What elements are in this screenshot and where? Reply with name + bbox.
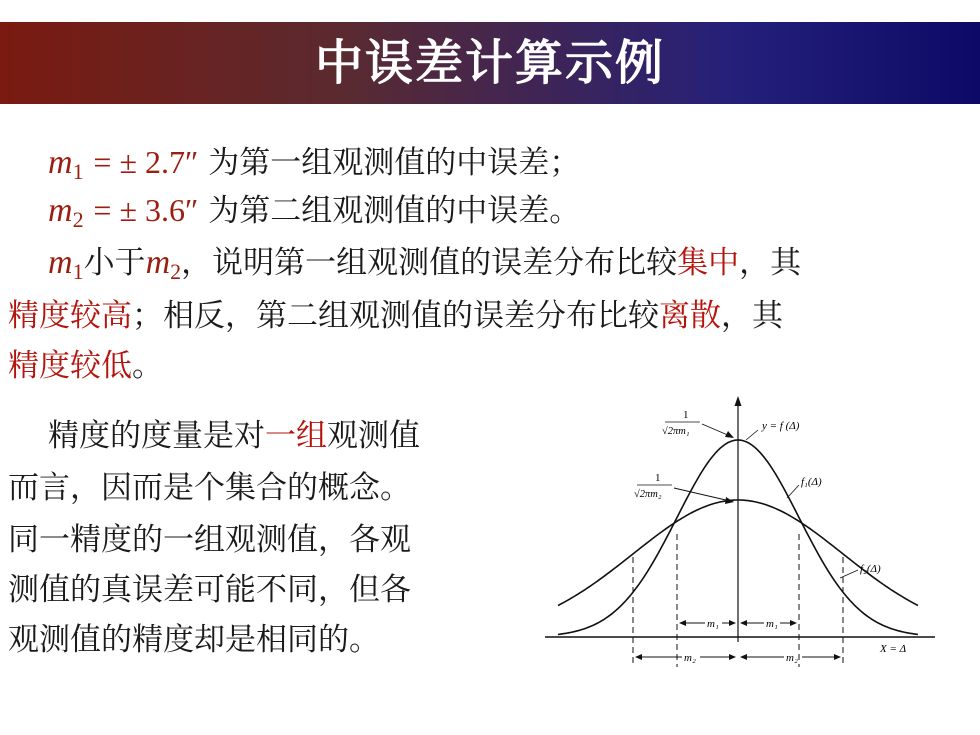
peak1-pointer xyxy=(702,424,730,436)
label-m2-left: m₂ xyxy=(684,652,696,664)
para2-line-2: 而言，因而是个集合的概念。 xyxy=(8,470,411,506)
label-m1-left: m₁ xyxy=(707,618,719,630)
desc-m2: 为第二组观测值的中误差。 xyxy=(208,193,581,229)
compare-line-2: 精度较高；相反，第二组观测值的误差分布比较离散，其 xyxy=(8,298,783,334)
value-m1: = ± 2.7″ xyxy=(93,144,199,180)
var-m: $m_1$ xyxy=(48,144,84,184)
para2-line-4: 测值的真误差可能不同，但各 xyxy=(8,572,411,608)
label-f2: f₂(Δ) xyxy=(860,563,881,575)
formula-line-m1 xyxy=(48,142,580,192)
highlight-dispersed: 离散 xyxy=(659,298,721,334)
label-f1: f₁(Δ) xyxy=(801,476,822,488)
label-m2-right: m₂ xyxy=(786,652,798,664)
peak1-denominator: √2πm₁ xyxy=(662,426,690,437)
desc-m1: 为第一组观测值的中误差； xyxy=(208,145,581,181)
peak1-numerator: 1 xyxy=(683,409,689,421)
label-y-func: y = f (Δ) xyxy=(762,420,800,432)
y-axis-arrow xyxy=(735,396,742,406)
highlight-low-precision: 精度较低 xyxy=(8,348,132,384)
page-title: 中误差计算示例 xyxy=(314,35,665,91)
compare-line-3: 精度较低。 xyxy=(8,348,163,384)
highlight-concentrated: 集中 xyxy=(677,245,740,281)
para2-line-1: 精度的度量是对一组观测值 xyxy=(48,418,420,454)
highlight-high-precision: 精度较高 xyxy=(8,298,132,334)
peak2-denominator: √2πm₂ xyxy=(634,489,662,500)
peak2-pointer xyxy=(674,488,730,501)
para2-line-3: 同一精度的一组观测值，各观 xyxy=(8,522,411,558)
label-x-axis: X = Δ xyxy=(880,643,907,655)
formula-line-m2 xyxy=(48,190,580,240)
normal-distribution-figure xyxy=(540,392,940,682)
peak2-numerator: 1 xyxy=(655,472,661,484)
var-m: $m_2$ xyxy=(48,192,84,232)
label-m1-right: m₁ xyxy=(766,618,778,630)
highlight-one-group: 一组 xyxy=(265,418,327,454)
compare-line-1: $m_1$小于$m_2$，说明第一组观测值的误差分布比较集中，其 xyxy=(48,244,802,284)
para2-line-5: 观测值的精度却是相同的。 xyxy=(8,622,380,658)
value-m2: = ± 3.6″ xyxy=(93,192,199,228)
